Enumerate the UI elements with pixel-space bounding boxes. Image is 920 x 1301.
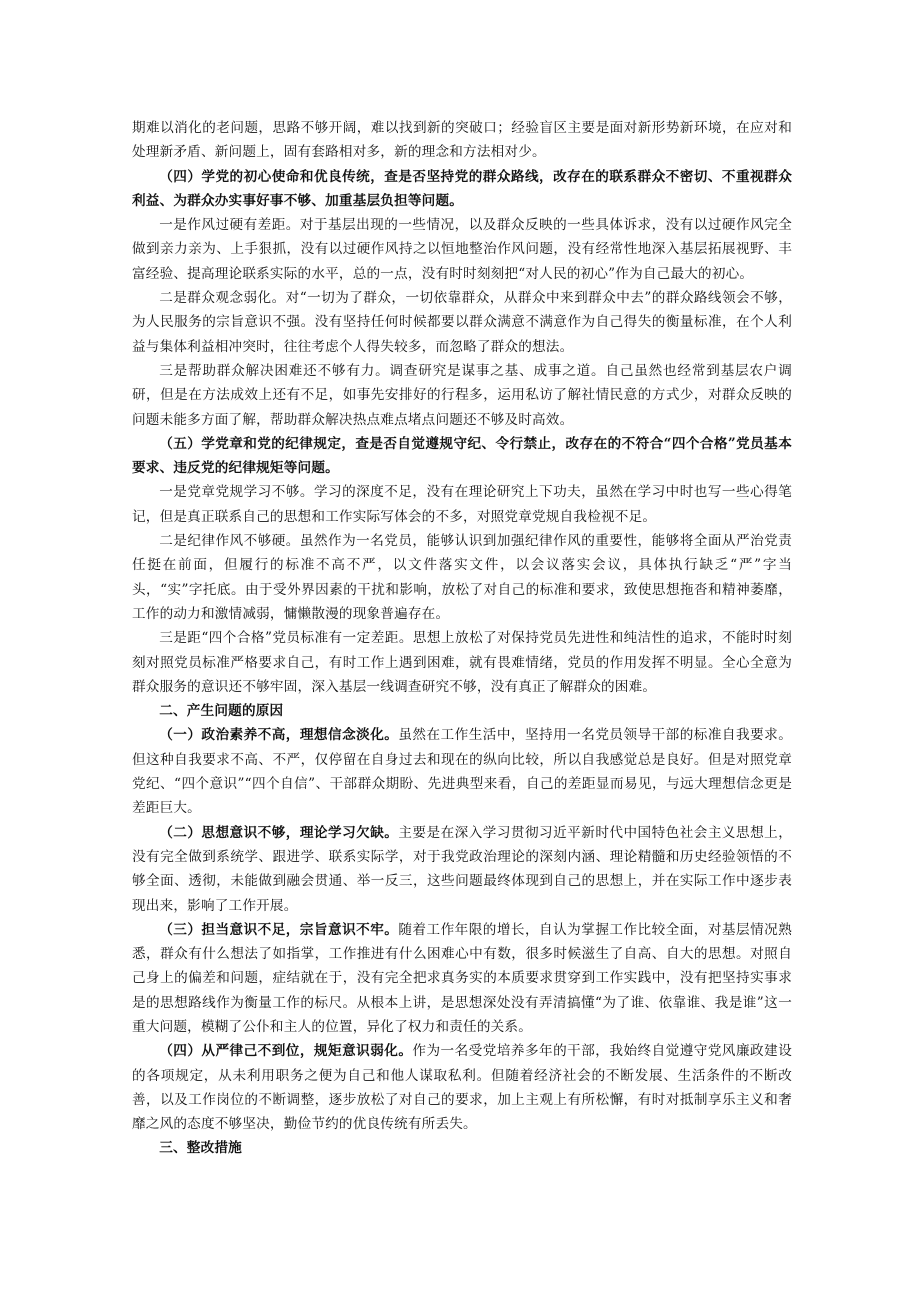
paragraph-body: 虽然在工作生活中，坚持用一名党员领导干部的标准自我要求。但这种自我要求不高、不严，仅停留在自身过去和现在的纵向比较，所以自我感觉总是良好。但是对照党章党纪、“四个意识”“四个自信”、干部群众期盼、先进典型来看，自己的差距显而易见，与远大理想信念更是差距巨大。 [132, 727, 792, 817]
chapter-heading-reasons [132, 699, 792, 723]
paragraph-body: 一是作风过硬有差距。对于基层出现的一些情况，以及群众反映的一些具体诉求，没有以过硬作风完全做到亲力亲为、上手狠抓，没有以过硬作风持之以恒地整治作风问题，没有经常性地深入基层拓展视野、丰富经验、提高理论联系实际的水平，总的一点，没有时时刻刻把“对人民的初心”作为自己最大的初心。 [132, 217, 792, 282]
paragraph-with-lead [132, 1039, 792, 1136]
section-heading-5 [132, 432, 792, 481]
paragraph [132, 626, 792, 699]
paragraph-body: 三是距“四个合格”党员标准有一定差距。思想上放松了对保持党员先进性和纯洁性的追求，不能时时刻刻对照党员标准严格要求自己，有时工作上遇到困难，就有畏难情绪，党员的作用发挥不明显。全心全意为群众服务的意识还不够牢固，深入基层一线调查研究不够，没有真正了解群众的困难。 [132, 630, 792, 695]
paragraph [132, 480, 792, 529]
paragraph-with-lead [132, 918, 792, 1039]
heading-text: （五）学党章和党的纪律规定，查是否自觉遵规守纪、令行禁止，改存在的不符合“四个合格”党员基本要求、违反党的纪律规矩等问题。 [132, 435, 792, 477]
paragraph-body: 三是帮助群众解决困难还不够有力。调查研究是谋事之基、成事之道。自己虽然也经常到基层农户调研，但是在方法成效上还有不足，如事先安排好的行程多，运用私访了解社情民意的方式少，对群众反映的问题未能多方面了解，帮助群众解决热点难点堵点问题还不够及时高效。 [132, 362, 792, 428]
paragraph [132, 213, 792, 286]
paragraph-body: 一是党章党规学习不够。学习的深度不足，没有在理论研究上下功夫，虽然在学习中时也写一些心得笔记，但是真正联系自己的思想和工作实际写体会的不多，对照党章党规自我检视不足。 [132, 484, 792, 525]
paragraph-body: 随着工作年限的增长，自认为掌握工作比较全面，对基层情况熟悉，群众有什么想法了如指掌，工作推进有什么困难心中有数，很多时候滋生了自高、自大的思想。对照自己身上的偏差和问题，症结就在于，没有完全把求真务实的本质要求贯穿到工作实践中，没有把坚持实事求是的思想路线作为衡量工作的标尺。从根本上讲，是思想深处没有弄清搞懂“为了谁、依靠谁、我是谁”这一重大问题，模糊了公仆和主人的位置，异化了权力和责任的关系。 [132, 921, 792, 1035]
paragraph-continuation [132, 116, 792, 165]
heading-text: （四）学党的初心使命和优良传统，查是否坚持党的群众路线，改存在的联系群众不密切、不重视群众利益、为群众办实事好事不够、加重基层负担等问题。 [132, 168, 792, 209]
paragraph [132, 286, 792, 359]
document-page [132, 116, 792, 1161]
paragraph-with-lead [132, 723, 792, 820]
paragraph-body: 主要是在深入学习贯彻习近平新时代中国特色社会主义思想上，没有完全做到系统学、跟进学、联系实际学，对于我党政治理论的深刻内涵、理论精髓和历史经验领悟的不够全面、透彻，未能做到融会贯通、举一反三，这些问题最终体现到自己的思想上，并在实际工作中逐步表现出来，影响了工作开展。 [132, 824, 792, 914]
paragraph-with-lead [132, 821, 792, 918]
paragraph [132, 359, 792, 432]
paragraph-lead: （一）政治素养不高，理想信念淡化。 [159, 727, 399, 744]
chapter-heading-measures [132, 1136, 792, 1160]
paragraph [132, 529, 792, 626]
heading-text: 二、产生问题的原因 [159, 703, 284, 720]
paragraph-lead: （四）从严律己不到位，规矩意识弱化。 [159, 1043, 413, 1060]
paragraph-lead: （三）担当意识不足，宗旨意识不牢。 [159, 921, 399, 938]
paragraph-body: 二是群众观念弱化。对“一切为了群众，一切依靠群众，从群众中来到群众中去”的群众路线领会不够，为人民服务的宗旨意识不强。没有坚持任何时候都要以群众满意不满意作为自己得失的衡量标准，在个人利益与集体利益相冲突时，往往考虑个人得失较多，而忽略了群众的想法。 [132, 290, 792, 355]
paragraph-lead: （二）思想意识不够，理论学习欠缺。 [159, 824, 399, 841]
heading-text: 三、整改措施 [159, 1140, 242, 1157]
paragraph-body: 期难以消化的老问题，思路不够开阔，难以找到新的突破口；经验盲区主要是面对新形势新环境，在应对和处理新矛盾、新问题上，固有套路相对多，新的理念和方法相对少。 [132, 120, 792, 161]
section-heading-4 [132, 165, 792, 214]
paragraph-body: 作为一名受党培养多年的干部，我始终自觉遵守党风廉政建设的各项规定，从未利用职务之便为自己和他人谋取私利。但随着经济社会的不断发展、生活条件的不断改善，以及工作岗位的不断调整，逐步放松了对自己的要求，加上主观上有所松懈，有时对抵制享乐主义和奢靡之风的态度不够坚决，勤俭节约的优良传统有所丢失。 [132, 1043, 792, 1133]
paragraph-body: 二是纪律作风不够硬。虽然作为一名党员，能够认识到加强纪律作风的重要性，能够将全面从严治党责任挺在前面，但履行的标准不高不严，以文件落实文件，以会议落实会议，具体执行缺乏“严”字当头，“实”字托底。由于受外界因素的干扰和影响，放松了对自己的标准和要求，致使思想拖沓和精神萎靡，工作的动力和激情减弱，慵懒散漫的现象普遍存在。 [132, 533, 792, 622]
